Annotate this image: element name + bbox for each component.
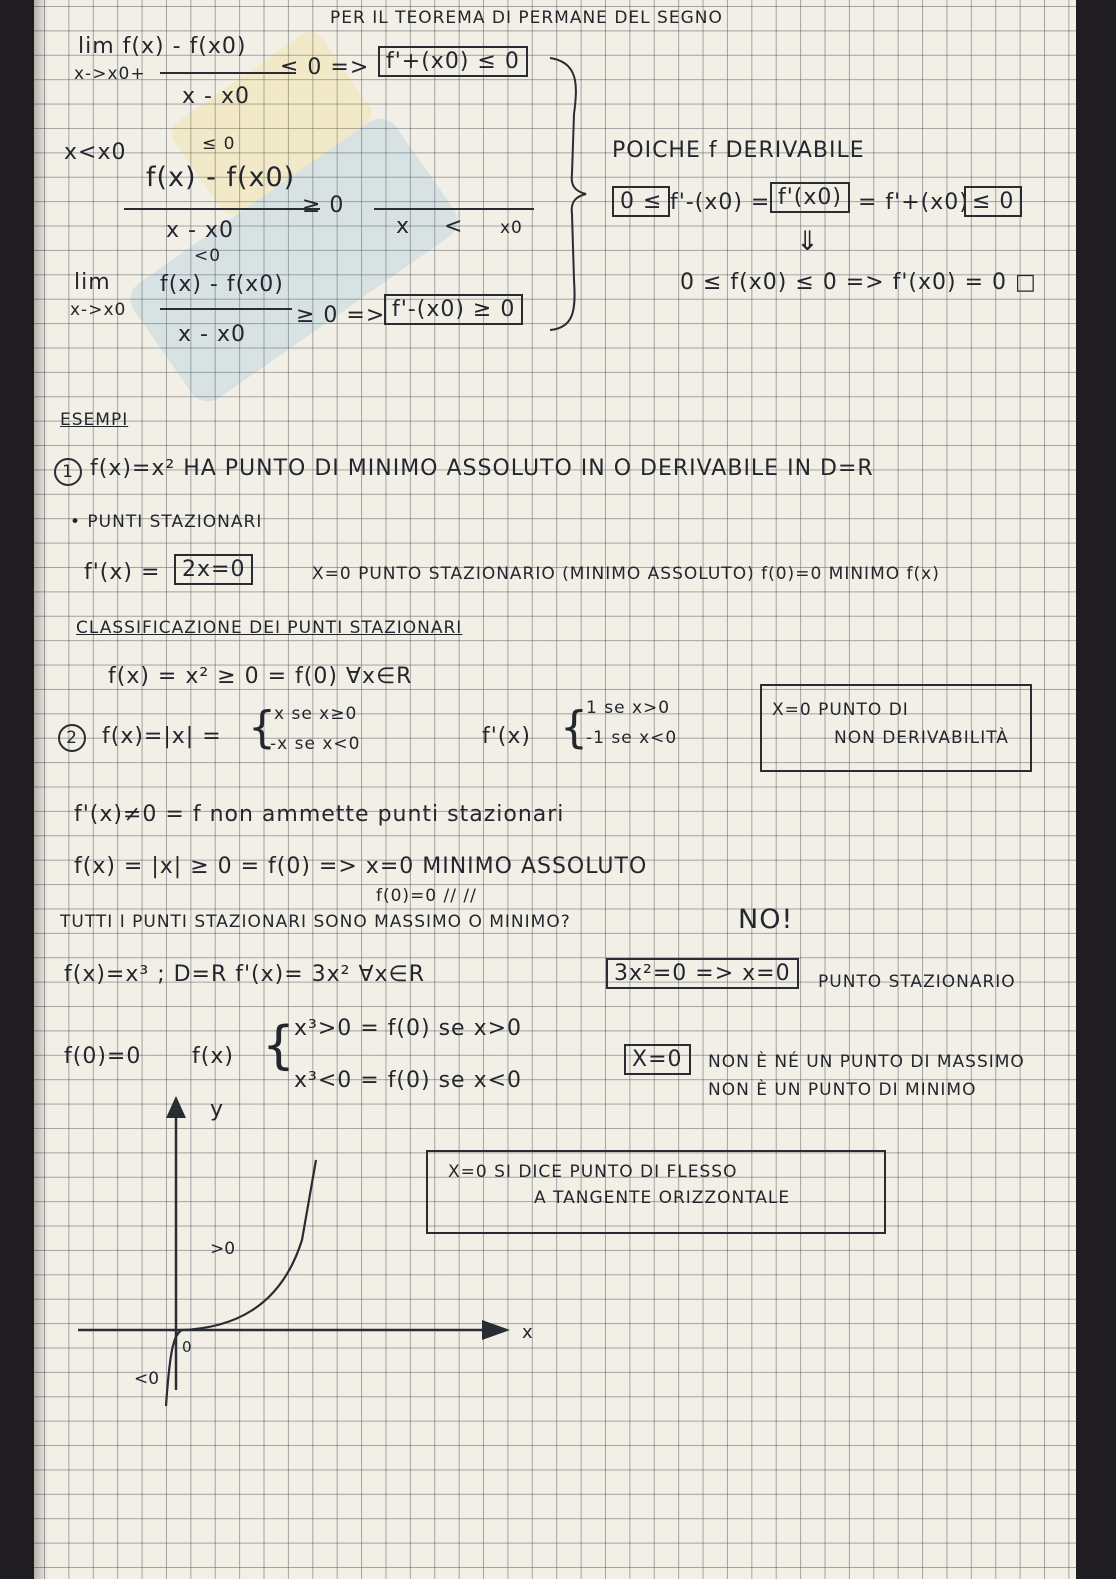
- cubic-graph: [70, 1090, 533, 1410]
- watermark-logo: [74, 40, 514, 480]
- derivative-text: X=0 PUNTO STAZIONARIO (MINIMO ASSOLUTO) f(0)=0 MINIMO f(x): [312, 564, 940, 584]
- example-1-number: 1: [54, 458, 82, 486]
- example-2-deriv-case-1: 1 se x>0: [586, 698, 671, 718]
- negative-region-label: <0: [134, 1369, 160, 1389]
- example-2-definition: f(x)=|x| =: [102, 724, 222, 749]
- non-derivability-line-2: NON DERIVABILITÀ: [834, 728, 1009, 748]
- example-2-number: 2: [58, 724, 86, 752]
- y-axis-arrow: [166, 1096, 186, 1118]
- chain-left-derivative: f'-(x0) =: [670, 190, 771, 215]
- all-stationary-question: TUTTI I PUNTI STAZIONARI SONO MASSIMO O MINIMO?: [60, 912, 571, 932]
- origin-label: 0: [182, 1338, 192, 1356]
- inflection-line-1: X=0 SI DICE PUNTO DI FLESSO: [448, 1162, 738, 1182]
- positive-region-label: >0: [210, 1239, 236, 1259]
- page-binding-shadow: [34, 0, 48, 1579]
- absolute-minimum-line: f(x) = |x| ≥ 0 = f(0) => x=0 MINIMO ASSOLUTO: [74, 854, 648, 879]
- x-zero-box: X=0: [624, 1044, 691, 1075]
- lim-right-result: ≤ 0 =>: [280, 55, 370, 80]
- answer-no: NO!: [738, 904, 794, 935]
- chain-zero-box: 0 ≤: [612, 186, 670, 217]
- inequality-line: f(x) = x² ≥ 0 = f(0) ∀x∈R: [108, 664, 413, 689]
- lim-left-fraction-bar: [160, 308, 292, 310]
- stationary-points-bullet: • PUNTI STAZIONARI: [70, 512, 263, 532]
- y-axis-label: y: [210, 1097, 224, 1122]
- lim-right-subscript: x->x0+: [74, 64, 146, 84]
- lim-right-denominator: x - x0: [182, 84, 250, 109]
- right-brace: [544, 54, 604, 334]
- lim-left-denominator: x - x0: [178, 322, 246, 347]
- chain-right-derivative: = f'+(x0): [858, 190, 969, 215]
- theorem-title: PER IL TEOREMA DI PERMANE DEL SEGNO: [330, 8, 723, 28]
- theorem-conclusion: 0 ≤ f(x0) ≤ 0 => f'(x0) = 0 □: [680, 270, 1037, 295]
- lim-left-subscript: x->x0: [70, 300, 127, 320]
- lim-right-fraction-bar: [160, 72, 290, 74]
- x-axis-arrow: [482, 1320, 510, 1340]
- left-condition: x<x0: [64, 140, 127, 165]
- example-2-case-2: -x se x<0: [270, 734, 361, 754]
- non-derivability-box: [760, 684, 1032, 772]
- example-2-deriv-brace: {: [560, 702, 589, 753]
- cube-derivative-box: 3x²=0 => x=0: [606, 958, 799, 989]
- examples-heading: ESEMPI: [60, 410, 129, 430]
- chain-le-zero-box: ≤ 0: [964, 186, 1022, 217]
- non-derivability-line-1: X=0 PUNTO DI: [772, 700, 909, 720]
- left-axis-lt: <: [444, 214, 464, 239]
- absolute-minimum-subline: f(0)=0 // //: [376, 886, 477, 906]
- cubic-curve: [166, 1160, 316, 1406]
- left-result: ≥ 0: [302, 193, 345, 218]
- lim-left-word: lim: [74, 270, 111, 295]
- left-axis-line: [374, 208, 534, 210]
- not-minimum-line: NON È UN PUNTO DI MINIMO: [708, 1080, 977, 1100]
- notebook-page: [34, 0, 1076, 1579]
- left-denominator: x - x0: [166, 218, 234, 243]
- left-top-sign: ≤ 0: [202, 134, 236, 154]
- left-axis-x: x: [396, 214, 411, 239]
- left-denominator-sign: <0: [194, 246, 222, 266]
- classification-title: CLASSIFICAZIONE DEI PUNTI STAZIONARI: [76, 618, 463, 638]
- since-derivable: POICHE f DERIVABILE: [612, 138, 865, 163]
- cube-definition: f(x)=x³ ; D=R f'(x)= 3x² ∀x∈R: [64, 962, 426, 987]
- lim-left-result: ≥ 0 =>: [296, 303, 386, 328]
- cube-brace: {: [262, 1016, 297, 1076]
- example-2-deriv-case-2: -1 se x<0: [586, 728, 678, 748]
- example-2-case-1: x se x≥0: [274, 704, 358, 724]
- left-fraction-bar: [124, 208, 320, 210]
- inflection-line-2: A TANGENTE ORIZZONTALE: [534, 1188, 791, 1208]
- cube-stationary-label: PUNTO STAZIONARIO: [818, 972, 1016, 992]
- example-2-brace: {: [248, 702, 277, 753]
- lim-left-numerator: f(x) - f(x0): [160, 272, 284, 297]
- x-axis-label: x: [522, 1322, 533, 1343]
- example-2-derivative: f'(x): [482, 724, 531, 749]
- f-of-zero: f(0)=0: [64, 1044, 142, 1069]
- chain-derivative-box: f'(x0): [770, 182, 850, 213]
- derivative-box: 2x=0: [174, 554, 253, 585]
- not-maximum-line: NON È NÉ UN PUNTO DI MASSIMO: [708, 1052, 1025, 1072]
- cube-case-negative: x³<0 = f(0) se x<0: [294, 1068, 523, 1093]
- left-axis-x0: x0: [500, 218, 523, 238]
- implies-down-arrow: ⇓: [796, 226, 820, 257]
- no-stationary-points: f'(x)≠0 = f non ammette punti stazionari: [74, 802, 565, 827]
- cube-case-positive: x³>0 = f(0) se x>0: [294, 1016, 523, 1041]
- left-numerator: f(x) - f(x0): [146, 162, 296, 193]
- example-1-text: f(x)=x² HA PUNTO DI MINIMO ASSOLUTO IN O DERIVABILE IN D=R: [90, 456, 874, 481]
- right-derivative-box: f'+(x0) ≤ 0: [378, 46, 528, 77]
- cube-fx: f(x): [192, 1044, 234, 1069]
- left-derivative-box: f'-(x0) ≥ 0: [384, 294, 523, 325]
- lim-right-numerator: lim f(x) - f(x0): [78, 34, 247, 59]
- derivative-label: f'(x) =: [84, 560, 161, 585]
